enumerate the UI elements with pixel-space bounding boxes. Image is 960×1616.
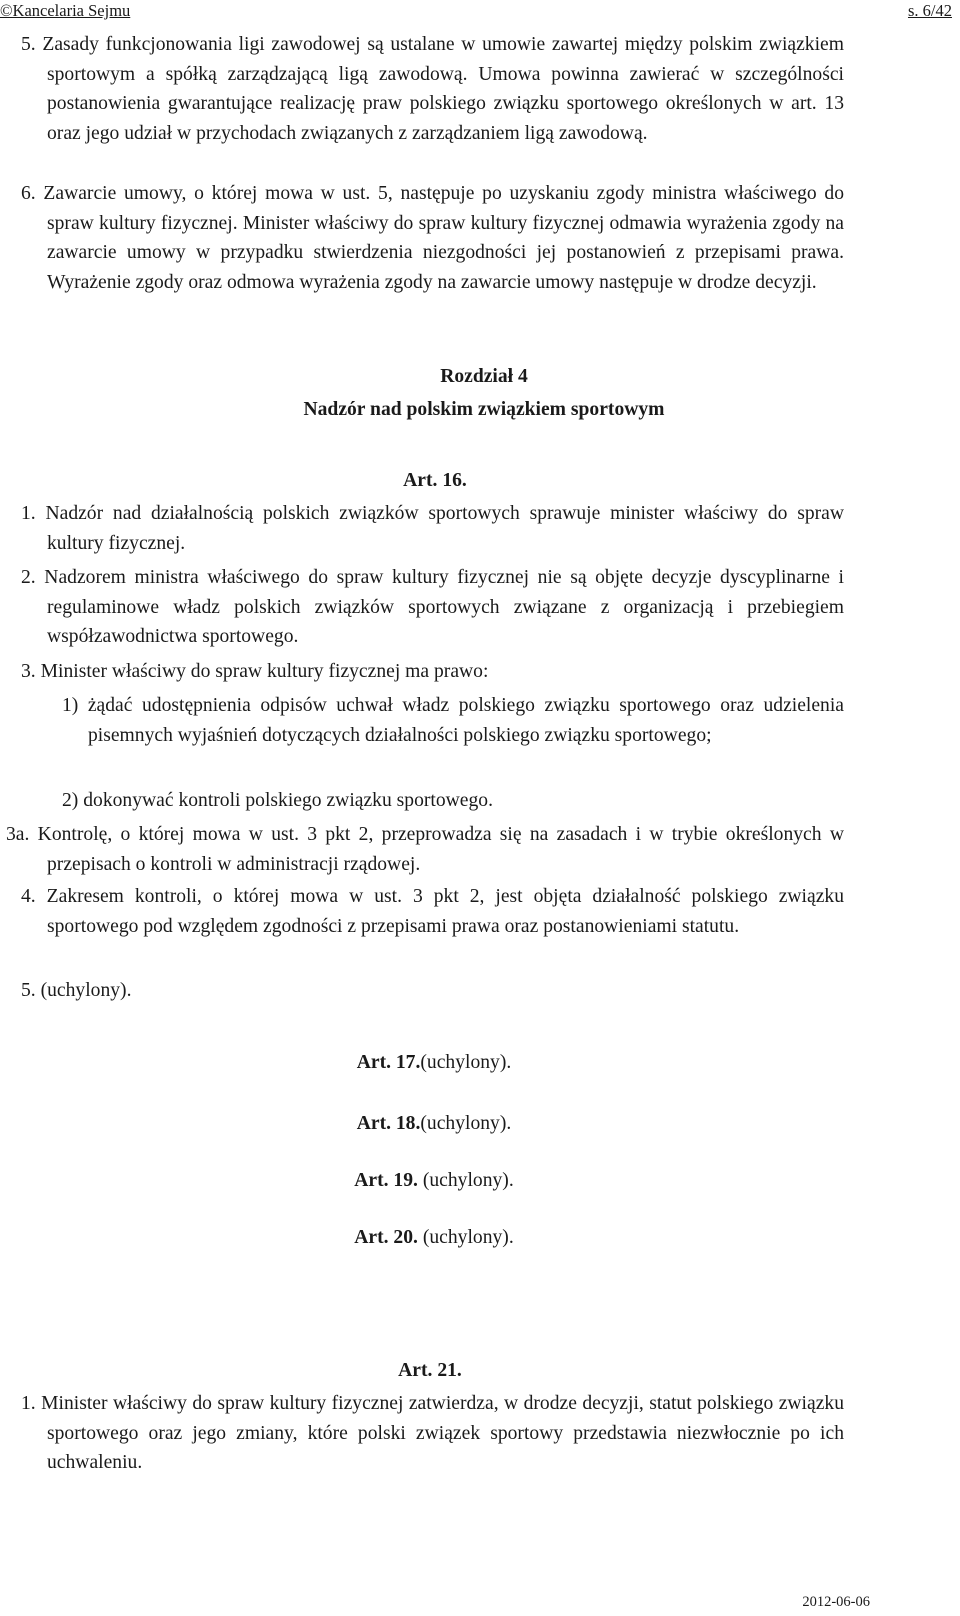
art16-paragraph-3: 3. Minister właściwy do spraw kultury fizycznej ma prawo: (21, 661, 489, 682)
art16-paragraph-5: 5. (uchylony). (21, 980, 132, 1001)
article-19-text: (uchylony). (422, 1170, 514, 1191)
article-16-heading: Art. 16. (403, 470, 467, 491)
article-20-label: Art. 20. (354, 1227, 418, 1248)
article-20-text: (uchylony). (422, 1227, 514, 1248)
art16-paragraph-1: 1. Nadzór nad działalnością polskich związków sportowych sprawuje minister właściwy do spraw kultury fizycznej. (21, 503, 844, 554)
article-17-text: (uchylony). (420, 1052, 512, 1073)
paragraph-5: 5. Zasady funkcjonowania ligi zawodowej są ustalane w umowie zawartej między polskim związkiem sportowym a spółką zarządzającą ligą zawodową. Umowa powinna zawierać w szczególności postanowienia gwarantujące realizację praw polskiego związku sportowego określonych w art. 13 oraz jego udział w przychodach związanych z zarządzaniem ligą zawodową. (21, 34, 844, 144)
art21-paragraph-1: 1. Minister właściwy do spraw kultury fizycznej zatwierdza, w drodze decyzji, statut polskiego związku sportowego oraz jego zmiany, które polski związek sportowy przedstawia niezwłocznie po ich uchwaleniu. (21, 1393, 844, 1473)
chapter-title: Nadzór nad polskim związkiem sportowym (303, 399, 665, 420)
article-17-label: Art. 17. (356, 1052, 421, 1073)
page-number: s. 6/42 (907, 1, 952, 20)
article-18-text: (uchylony). (420, 1113, 512, 1134)
header-source: ©Kancelaria Sejmu (0, 1, 131, 20)
article-18 (0, 1109, 868, 1139)
article-19 (0, 1166, 868, 1196)
article-19-label: Art. 19. (354, 1170, 418, 1191)
chapter-number: Rozdział 4 (440, 366, 528, 387)
paragraph-6: 6. Zawarcie umowy, o której mowa w ust. 5, następuje po uzyskaniu zgody ministra właściwego do spraw kultury fizycznej. Minister właściwy do spraw kultury fizycznej odmawia wyrażenia zgody na zawarcie umowy w przypadku stwierdzenia niezgodności jej postanowień z przepisami prawa. Wyrażenie zgody oraz odmowa wyrażenia zgody na zawarcie umowy następuje w drodze decyzji. (21, 183, 844, 293)
article-20 (0, 1223, 868, 1253)
art16-item-1: 1) żądać udostępnienia odpisów uchwał władz polskiego związku sportowego oraz udzielenia pisemnych wyjaśnień dotyczących działalności polskiego związku sportowego; (62, 695, 844, 746)
art16-paragraph-3a: 3a. Kontrolę, o której mowa w ust. 3 pkt 2, przeprowadza się na zasadach i w trybie określonych w przepisach o kontroli w administracji rządowej. (6, 824, 844, 875)
article-17 (0, 1048, 868, 1078)
art16-paragraph-4: 4. Zakresem kontroli, o której mowa w ust. 3 pkt 2, jest objęta działalność polskiego związku sportowego pod względem zgodności z przepisami prawa oraz postanowieniami statutu. (21, 886, 844, 937)
art16-item-2: 2) dokonywać kontroli polskiego związku sportowego. (62, 790, 493, 811)
art16-paragraph-2: 2. Nadzorem ministra właściwego do spraw kultury fizycznej nie są objęte decyzje dyscyplinarne i regulaminowe władz polskich związków sportowych związane z organizacją i przebiegiem współzawodnictwa sportowego. (21, 567, 844, 647)
footer-date: 2012-06-06 (802, 1594, 870, 1610)
article-18-label: Art. 18. (356, 1113, 421, 1134)
article-21-heading: Art. 21. (398, 1360, 462, 1381)
